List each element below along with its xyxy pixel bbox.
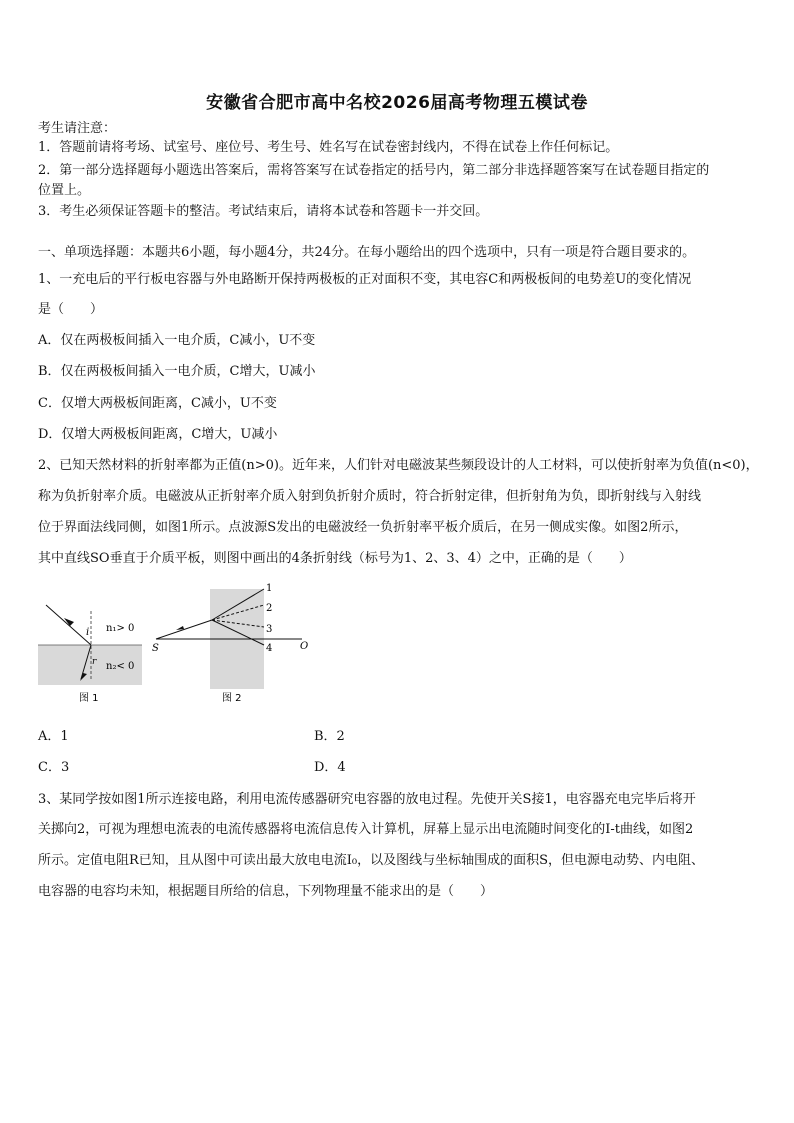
exam-title: 安徽省合肥市高中名校2026届高考物理五模试卷 [206, 93, 588, 113]
question-2-stem: 2、已知天然材料的折射率都为正值(n>0)。近年来，人们针对电磁波某些频段设计的人工材料，可以使折射率为负值(n<0)， [38, 458, 759, 473]
incident-ray [46, 605, 91, 645]
question-1-option-c: C．仅增大两极板间距离，C减小，U不变 [38, 396, 277, 411]
figure-2-caption: 图 2 [222, 693, 242, 704]
question-1-option-d: D．仅增大两极板间距离，C增大，U减小 [38, 427, 278, 442]
refraction-figure [34, 583, 334, 713]
question-1-option-a: A．仅在两极板间插入一电介质，C减小，U不变 [38, 333, 316, 348]
ray-4-label: 4 [266, 643, 273, 654]
point-o-label: O [300, 641, 309, 652]
notice-item: 2．第一部分选择题每小题选出答案后，需将答案写在试卷指定的括号内，第二部分非选择题答案写在试卷题目指定的 [38, 163, 710, 178]
ray-3-label: 3 [266, 624, 273, 635]
question-3-stem: 所示。定值电阻R已知，且从图中可读出最大放电电流I₀，以及图线与坐标轴围成的面积S，但电源电动势、内电阻、 [38, 853, 705, 868]
n2-label: n₂< 0 [106, 661, 135, 672]
question-3-stem: 3、某同学按如图1所示连接电路，利用电流传感器研究电容器的放电过程。先使开关S接1，电容器充电完毕后将开 [38, 792, 696, 807]
question-1-stem: 是（ ） [38, 302, 104, 317]
angle-i-label: i [86, 627, 90, 638]
source-label: S [152, 643, 159, 654]
question-2-stem: 称为负折射率介质。电磁波从正折射率介质入射到负折射介质时，符合折射定律，但折射角为负，即折射线与入射线 [38, 489, 702, 504]
question-2-option-a: A．1 [38, 729, 69, 744]
question-2-option-d: D．4 [314, 760, 346, 775]
question-1-option-b: B．仅在两极板间插入一电介质，C增大，U减小 [38, 364, 316, 379]
section-heading: 一、单项选择题：本题共6小题，每小题4分，共24分。在每小题给出的四个选项中，只有一项是符合题目要求的。 [38, 245, 696, 260]
question-2-stem: 其中直线SO垂直于介质平板，则图中画出的4条折射线（标号为1、2、3、4）之中，正确的是（ ） [38, 551, 632, 566]
notice-heading: 考生请注意： [38, 121, 117, 136]
incident-ray [156, 620, 212, 639]
ray-1-label: 1 [266, 583, 273, 594]
figure-1-caption: 图 1 [79, 693, 99, 704]
notice-item: 1．答题前请将考场、试室号、座位号、考生号、姓名写在试卷密封线内，不得在试卷上作任何标记。 [38, 140, 619, 155]
angle-r-label: r [92, 657, 97, 667]
n1-label: n₁> 0 [106, 623, 135, 634]
question-2-option-c: C．3 [38, 760, 70, 775]
question-2-option-b: B．2 [314, 729, 345, 744]
notice-item: 3．考生必须保证答题卡的整洁。考试结束后，请将本试卷和答题卡一并交回。 [38, 204, 489, 219]
notice-item: 位置上。 [38, 183, 91, 198]
ray-2-label: 2 [266, 603, 273, 614]
question-2-stem: 位于界面法线同侧，如图1所示。点波源S发出的电磁波经一负折射率平板介质后，在另一侧成实像。如图2所示， [38, 520, 688, 535]
question-1-stem: 1、一充电后的平行板电容器与外电路断开保持两极板的正对面积不变，其电容C和两极板间的电势差U的变化情况 [38, 272, 692, 287]
question-3-stem: 关掷向2，可视为理想电流表的电流传感器将电流信息传入计算机，屏幕上显示出电流随时间变化的I-t曲线，如图2 [38, 822, 694, 837]
question-3-stem: 电容器的电容均未知，根据题目所给的信息，下列物理量不能求出的是（ ） [38, 884, 494, 899]
